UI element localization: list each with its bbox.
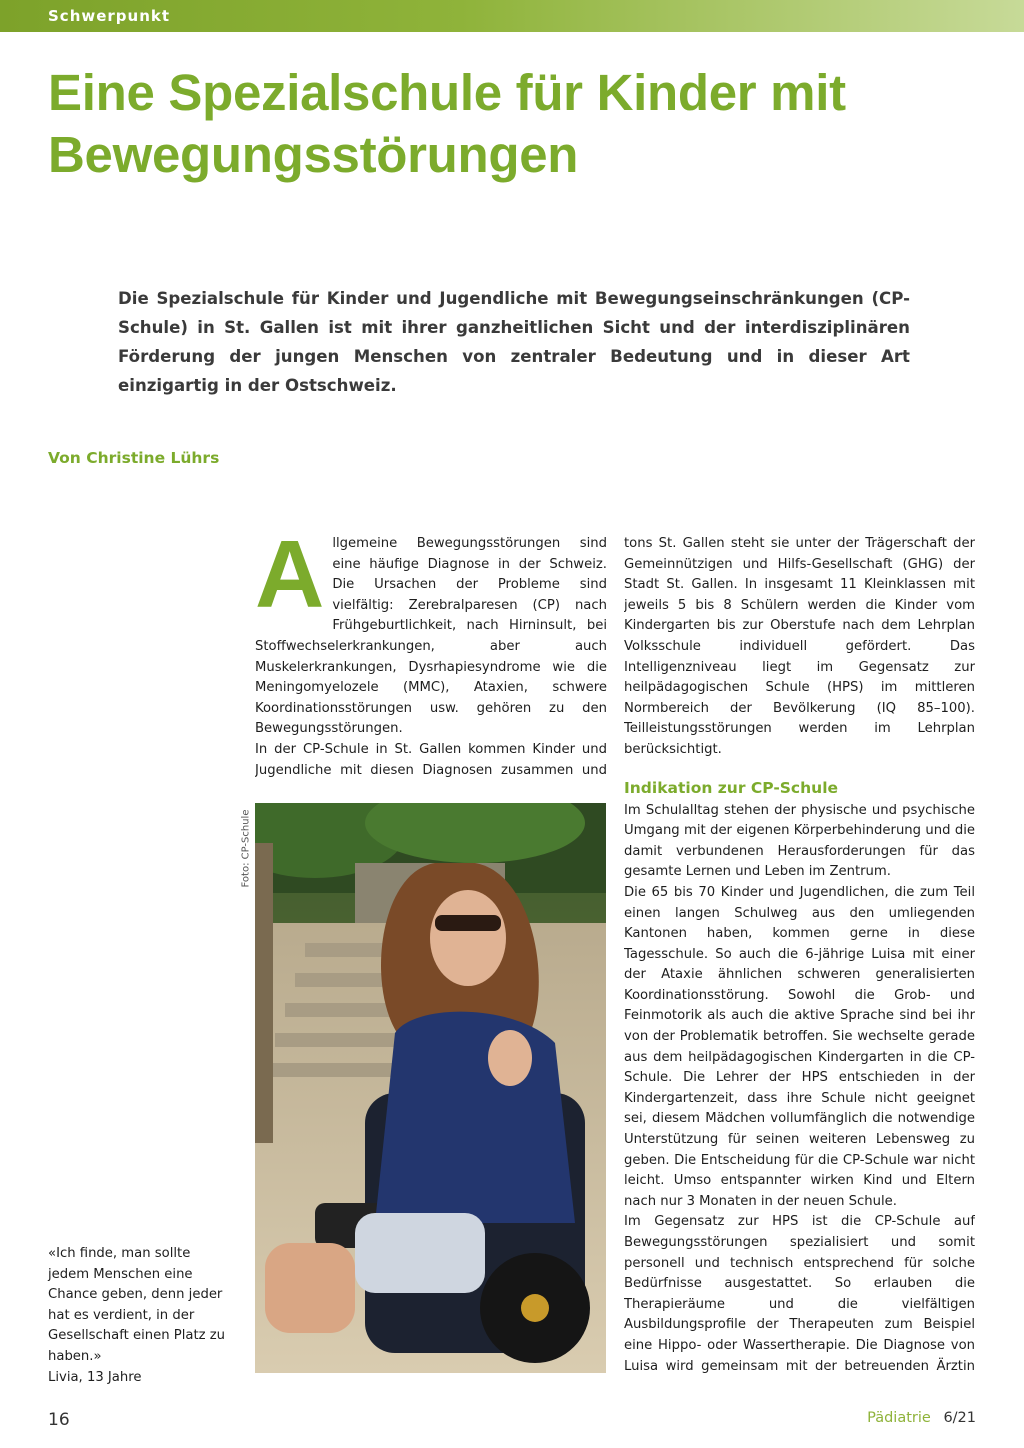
article-byline: Von Christine Lührs — [48, 449, 220, 467]
journal-footer — [867, 1410, 976, 1426]
body-paragraph: In der CP-Schule in St. Gallen kommen Kinder und Jugendliche mit diesen Diagnosen zusammen und — [255, 741, 607, 778]
article-title: Eine Spezialschule für Kinder mit Bewegungsstörungen — [48, 64, 846, 183]
body-paragraph: tons St. Gallen steht sie unter der Trägerschaft der Gemeinnützigen und Hilfs-Gesellschaft (GHG) der Stadt St. Gallen. In insgesamt 11 Kleinklassen mit jeweils 5 bis 8 Schülern werden die Kinder vom Kindergarten bis zur Oberstufe nach dem Lehrplan Volksschule individuell gefördert. Das Intelligenzniveau liegt im Gegensatz zur heilpädagogischen Schule (HPS) im mittleren Normbereich der Bevölkerung (IQ 85–100). Teilleistungsstörungen werden im Lehrplan berücksichtigt. — [624, 536, 975, 757]
photo-sunglasses — [435, 915, 501, 931]
body-paragraph: Im Gegensatz zur HPS ist die CP-Schule auf Bewegungsstörungen spezialisiert und somit personell und technisch entsprechend für solche Bedürfnisse ausgestattet. So erlauben die Therapieräume und die vielfältigen Ausbildungsprofile der Therapeuten zum Beispiel eine Hippo- oder Wassertherapie. Die Diagnose von Luisa wird gemeinsam mit der betreuenden Ärztin — [624, 1214, 975, 1374]
photo-railing — [255, 843, 273, 1143]
body-column-1 — [255, 534, 607, 784]
photo-legs — [355, 1213, 485, 1293]
section-subheading: Indikation zur CP-Schule — [624, 778, 839, 797]
article-photo — [255, 803, 606, 1373]
photo-shirt — [375, 1012, 575, 1223]
body-column-2 — [624, 534, 975, 1380]
photo-wheel-hub — [521, 1294, 549, 1322]
photo-credit: Foto: CP-Schule — [240, 809, 252, 888]
pull-quote — [48, 1244, 226, 1388]
quote-text: «Ich finde, man sollte jedem Menschen eine Chance geben, denn jeder hat es verdient, in der Gesellschaft einen Platz zu haben.» — [48, 1246, 226, 1364]
photo-face — [430, 890, 506, 986]
photo-shin — [265, 1243, 355, 1333]
photo-thumb-hand — [488, 1030, 532, 1086]
article-lead: Die Spezialschule für Kinder und Jugendliche mit Bewegungseinschränkungen (CP-Schule) in St. Gallen ist mit ihrer ganzheitlichen Sicht und der interdisziplinären Förderung der jungen Menschen von zentraler Bedeutung und in dieser Art einzigartig in der Ostschweiz. — [118, 289, 910, 395]
page-number: 16 — [48, 1410, 70, 1430]
body-paragraph: Die 65 bis 70 Kinder und Jugendlichen, die zum Teil einen langen Schulweg aus den umliegenden Kantonen haben, kommen gerne in diese Tagesschule. So auch die 6-jährige Luisa mit einer der Ataxie ähnlichen schweren generalisierten Koordinationsstörung. Sowohl die Grob- und Feinmotorik als auch die aktive Sprache sind bei ihr von der Problematik betroffen. Sie wechselte gerade aus dem heilpädagogischen Kindergarten in die CP-Schule. Die Lehrer der HPS entschieden in der Kindergartenzeit, dass ihre Schule nicht geeignet sei, diesem Mädchen vollumfänglich die notwendige Unterstützung für seinen weiteren Lebensweg zu geben. Die Entscheidung für die CP-Schule war nicht leicht. Umso entspannter wirken Kind und Eltern nach nur 3 Monaten in der neuen Schule. — [624, 884, 975, 1209]
journal-name: Pädiatrie — [867, 1410, 931, 1426]
quote-author: Livia, 13 Jahre — [48, 1369, 142, 1385]
drop-cap: A — [255, 534, 325, 628]
section-label: Schwerpunkt — [48, 7, 171, 25]
body-paragraph: llgemeine Bewegungsstörungen sind eine häufige Diagnose in der Schweiz. Die Ursachen der Probleme sind vielfältig: Zerebralparesen (CP) nach Frühgeburtlichkeit, nach Hirninsult, bei Stoffwechselerkrankungen, aber auch Muskelerkrankungen, Dysrhapiesyndrome wie die Meningomyelozele (MMC), Ataxien, schwere Koordinationsstörungen usw. gehören zu den Bewegungsstörungen. — [255, 536, 607, 737]
section-header-bar — [0, 0, 1024, 32]
journal-issue: 6/21 — [943, 1410, 976, 1426]
body-paragraph: Im Schulalltag stehen der physische und psychische Umgang mit der eigenen Körperbehinderung und die damit verbundenen Herausforderungen für das gesamte Lernen und Leben im Zentrum. — [624, 802, 975, 880]
